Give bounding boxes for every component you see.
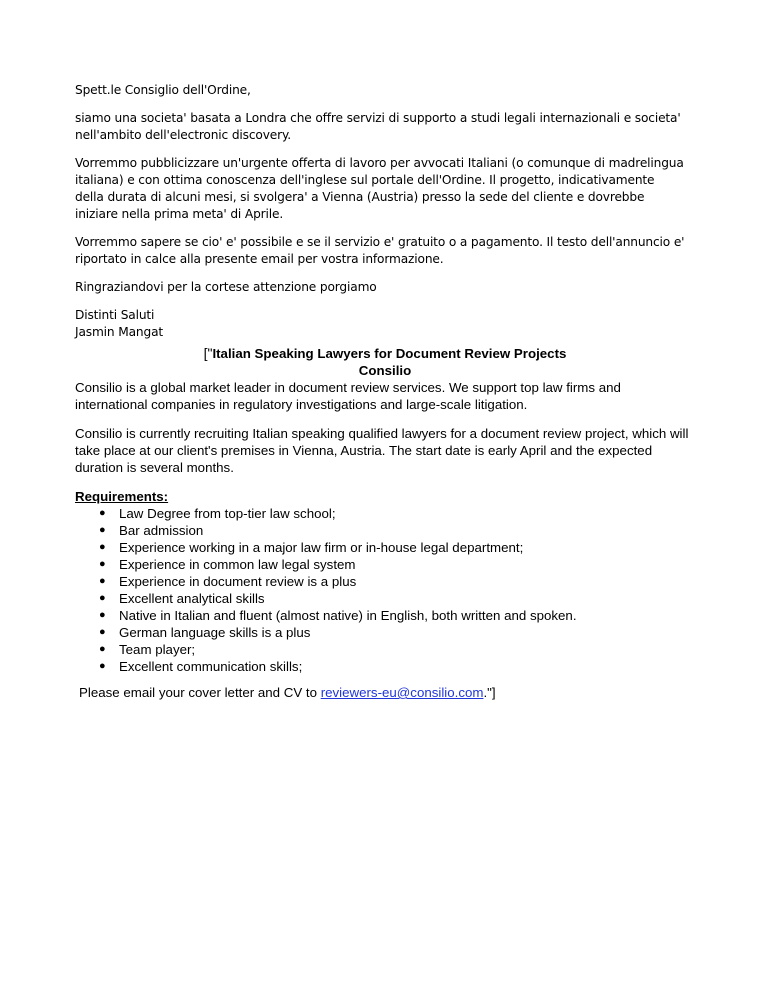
ad-open-bracket: [": [203, 345, 213, 361]
requirement-text: Experience working in a major law firm or in-house legal department;: [119, 540, 524, 555]
ad-title-line: [75, 345, 695, 362]
letter-salutation: Spett.le Consiglio dell'Ordine,: [75, 83, 251, 97]
requirement-text: Experience in common law legal system: [119, 557, 356, 572]
bullet-icon: ●: [99, 626, 106, 638]
requirement-item: [99, 505, 695, 522]
requirement-item: [99, 522, 695, 539]
requirement-item: [99, 624, 695, 641]
ad-title: Italian Speaking Lawyers for Document Review Projects: [212, 346, 567, 361]
job-advertisement: [75, 345, 695, 701]
italian-letter: [75, 82, 685, 341]
letter-paragraph-3: Vorremmo sapere se cio' e' possibile e se il servizio e' gratuito o a pagamento. Il testo dell'annuncio e' riportato in calce alla presente email per vostra informazione.: [75, 235, 685, 266]
bullet-icon: ●: [99, 660, 106, 672]
requirement-text: Excellent communication skills;: [119, 659, 303, 674]
bullet-icon: ●: [99, 541, 106, 553]
letter-paragraph-1: siamo una societa' basata a Londra che offre servizi di supporto a studi legali internazionali e societa' nell'ambito dell'electronic discovery.: [75, 111, 681, 142]
ad-closing: [75, 684, 695, 701]
letter-paragraph-2: Vorremmo pubblicizzare un'urgente offerta di lavoro per avvocati Italiani (o comunque di madrelingua italiana) e con ottima conoscenza dell'inglese sul portale dell'Ordine. Il progetto, indicativamente della durata di alcuni mesi, si svolgera' a Vienna (Austria) presso la sede del cliente e dovrebbe iniziare nella prima meta' di Aprile.: [75, 156, 684, 221]
closing-prefix: Please email your cover letter and CV to: [79, 685, 321, 700]
letter-paragraph-4: Ringraziandovi per la cortese attenzione porgiamo: [75, 280, 377, 294]
requirement-item: [99, 556, 695, 573]
requirement-text: Team player;: [119, 642, 196, 657]
ad-company: Consilio: [358, 363, 412, 378]
requirement-item: [99, 539, 695, 556]
bullet-icon: ●: [99, 558, 106, 570]
ad-intro: Consilio is a global market leader in document review services. We support top law firms and international companies in regulatory investigations and large-scale litigation.: [75, 380, 621, 412]
email-link[interactable]: reviewers-eu@consilio.com: [320, 685, 484, 700]
requirement-item: [99, 658, 695, 675]
requirement-item: [99, 573, 695, 590]
requirement-text: Native in Italian and fluent (almost native) in English, both written and spoken.: [119, 608, 577, 623]
bullet-icon: ●: [99, 643, 106, 655]
bullet-icon: ●: [99, 524, 106, 536]
bullet-icon: ●: [99, 609, 106, 621]
requirement-text: Excellent analytical skills: [119, 591, 265, 606]
ad-recruiting: Consilio is currently recruiting Italian speaking qualified lawyers for a document review project, which will take place at our client's premises in Vienna, Austria. The start date is early April and the expected duration is several months.: [75, 426, 689, 475]
closing-suffix: ."]: [483, 685, 496, 700]
requirement-item: [99, 590, 695, 607]
letter-signature: Jasmin Mangat: [75, 325, 164, 339]
requirements-heading: Requirements:: [75, 489, 169, 504]
requirement-text: German language skills is a plus: [119, 625, 311, 640]
bullet-icon: ●: [99, 507, 106, 519]
bullet-icon: ●: [99, 575, 106, 587]
requirements-list: [75, 505, 695, 675]
letter-closing: Distinti Saluti: [75, 308, 155, 322]
requirement-text: Law Degree from top-tier law school;: [119, 506, 336, 521]
requirement-item: [99, 607, 695, 624]
requirement-text: Experience in document review is a plus: [119, 574, 357, 589]
requirement-item: [99, 641, 695, 658]
requirement-text: Bar admission: [119, 523, 204, 538]
bullet-icon: ●: [99, 592, 106, 604]
